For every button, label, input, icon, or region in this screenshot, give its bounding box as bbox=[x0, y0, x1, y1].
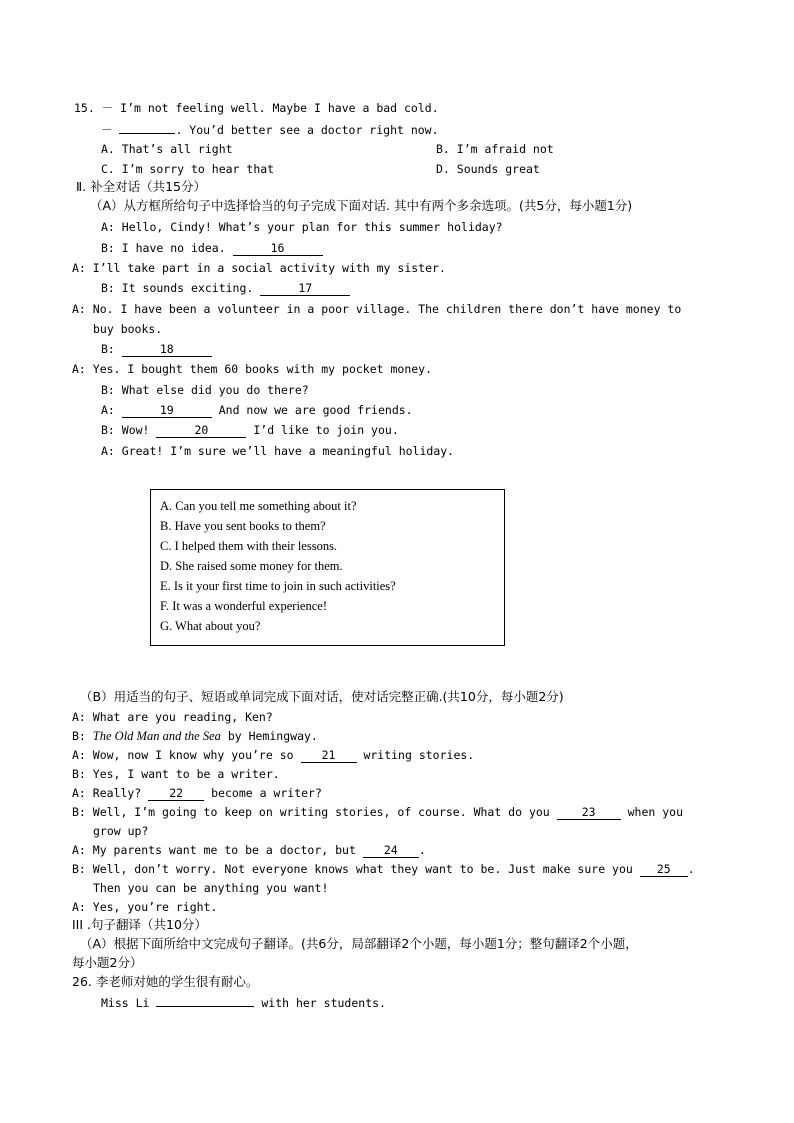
section2-heading: Ⅱ. 补全对话（共15分） bbox=[76, 179, 207, 194]
options-box bbox=[150, 489, 505, 646]
q15-answer-blank[interactable] bbox=[119, 120, 175, 134]
q26-answer-blank[interactable] bbox=[156, 993, 254, 1007]
box-option-c: C. I helped them with their lessons. bbox=[160, 539, 338, 553]
b-dialog-line-5: A: Really? 22 become a writer? bbox=[72, 786, 322, 800]
dialog-line-6: B: 18 bbox=[101, 341, 212, 357]
section2-parta-instruction: （A）从方框所给句子中选择恰当的句子完成下面对话. 其中有两个多余选项。(共5分，每小题1分) bbox=[90, 198, 633, 213]
b-dialog-line-4: B: Yes, I want to be a writer. bbox=[72, 767, 280, 781]
blank-17[interactable]: 17 bbox=[260, 282, 350, 296]
box-option-b: B. Have you sent books to them? bbox=[160, 519, 326, 533]
blank-21[interactable]: 21 bbox=[301, 749, 357, 763]
b-dialog-line-3: A: Wow, now I know why you’re so 21 writing stories. bbox=[72, 748, 475, 762]
box-option-d: D. She raised some money for them. bbox=[160, 559, 343, 573]
b-dialog-line-8: B: Well, don’t worry. Not everyone knows what they want to be. Just make sure you 25 . bbox=[72, 862, 695, 876]
section3-heading: III .句子翻译（共10分） bbox=[72, 917, 207, 932]
b-dialog-line-2: B: The Old Man and the Sea by Hemingway. bbox=[72, 729, 318, 743]
q15-option-c[interactable]: C. I’m sorry to hear that bbox=[101, 162, 275, 176]
dialog-line-11: A: Great! I’m sure we’ll have a meaningful holiday. bbox=[101, 444, 455, 458]
blank-22[interactable]: 22 bbox=[148, 787, 204, 801]
q15-option-d[interactable]: D. Sounds great bbox=[436, 162, 540, 176]
dialog-line-3: A: I’ll take part in a social activity with my sister. bbox=[72, 261, 446, 275]
book-title: The Old Man and the Sea bbox=[92, 729, 221, 743]
dialog-line-8: B: What else did you do there? bbox=[101, 383, 309, 397]
dialog-line-5-cont: buy books. bbox=[93, 322, 163, 336]
section3-parta-instruction-cont: 每小题2分） bbox=[72, 955, 143, 970]
dialog-line-5: A: No. I have been a volunteer in a poor village. The children there don’t have money to bbox=[72, 302, 682, 316]
q15-option-a[interactable]: A. That’s all right bbox=[101, 142, 233, 156]
section3-parta-instruction: （A）根据下面所给中文完成句子翻译。(共6分，局部翻译2个小题，每小题1分；整句翻译2个小题， bbox=[80, 936, 638, 951]
blank-25[interactable]: 25 bbox=[640, 863, 688, 877]
blank-23[interactable]: 23 bbox=[557, 806, 621, 820]
blank-24[interactable]: 24 bbox=[363, 844, 419, 858]
b-dialog-line-9: A: Yes, you’re right. bbox=[72, 900, 218, 914]
b-dialog-line-6-cont: grow up? bbox=[93, 824, 149, 838]
blank-20[interactable]: 20 bbox=[156, 424, 246, 438]
b-dialog-line-1: A: What are you reading, Ken? bbox=[72, 710, 273, 724]
dialog-line-1: A: Hello, Cindy! What’s your plan for this summer holiday? bbox=[101, 220, 503, 234]
box-option-a: A. Can you tell me something about it? bbox=[160, 499, 357, 513]
dialog-line-9: A: 19 And now we are good friends. bbox=[101, 403, 413, 417]
dialog-line-2: B: I have no idea. 16 bbox=[101, 240, 323, 256]
dialog-line-7: A: Yes. I bought them 60 books with my pocket money. bbox=[72, 362, 433, 376]
b-dialog-line-6: B: Well, I’m going to keep on writing stories, of course. What do you 23 when you bbox=[72, 805, 683, 819]
b-dialog-line-7: A: My parents want me to be a doctor, but 24 . bbox=[72, 843, 426, 857]
box-option-e: E. Is it your first time to join in such activities? bbox=[160, 579, 396, 593]
b-dialog-line-8-cont: Then you can be anything you want! bbox=[93, 881, 329, 895]
q26-english: Miss Li with her students. bbox=[101, 993, 386, 1011]
blank-16[interactable]: 16 bbox=[233, 242, 323, 256]
q15-number: 15. bbox=[74, 101, 95, 115]
box-option-g: G. What about you? bbox=[160, 619, 261, 633]
box-option-f: F. It was a wonderful experience! bbox=[160, 599, 327, 613]
q15-option-b[interactable]: B. I’m afraid not bbox=[436, 142, 554, 156]
q26-chinese: 26. 李老师对她的学生很有耐心。 bbox=[72, 974, 259, 989]
q15-line1: 15. － I’m not feeling well. Maybe I have a bad cold. bbox=[74, 101, 439, 115]
section2-partb-instruction: （B）用适当的句子、短语或单词完成下面对话，使对话完整正确.(共10分，每小题2分) bbox=[80, 689, 564, 704]
q15-line2: － . You’d better see a doctor right now. bbox=[101, 120, 439, 138]
blank-19[interactable]: 19 bbox=[122, 404, 212, 418]
dialog-line-10: B: Wow! 20 I’d like to join you. bbox=[101, 423, 399, 437]
blank-18[interactable]: 18 bbox=[122, 343, 212, 357]
dialog-line-4: B: It sounds exciting. 17 bbox=[101, 280, 350, 296]
